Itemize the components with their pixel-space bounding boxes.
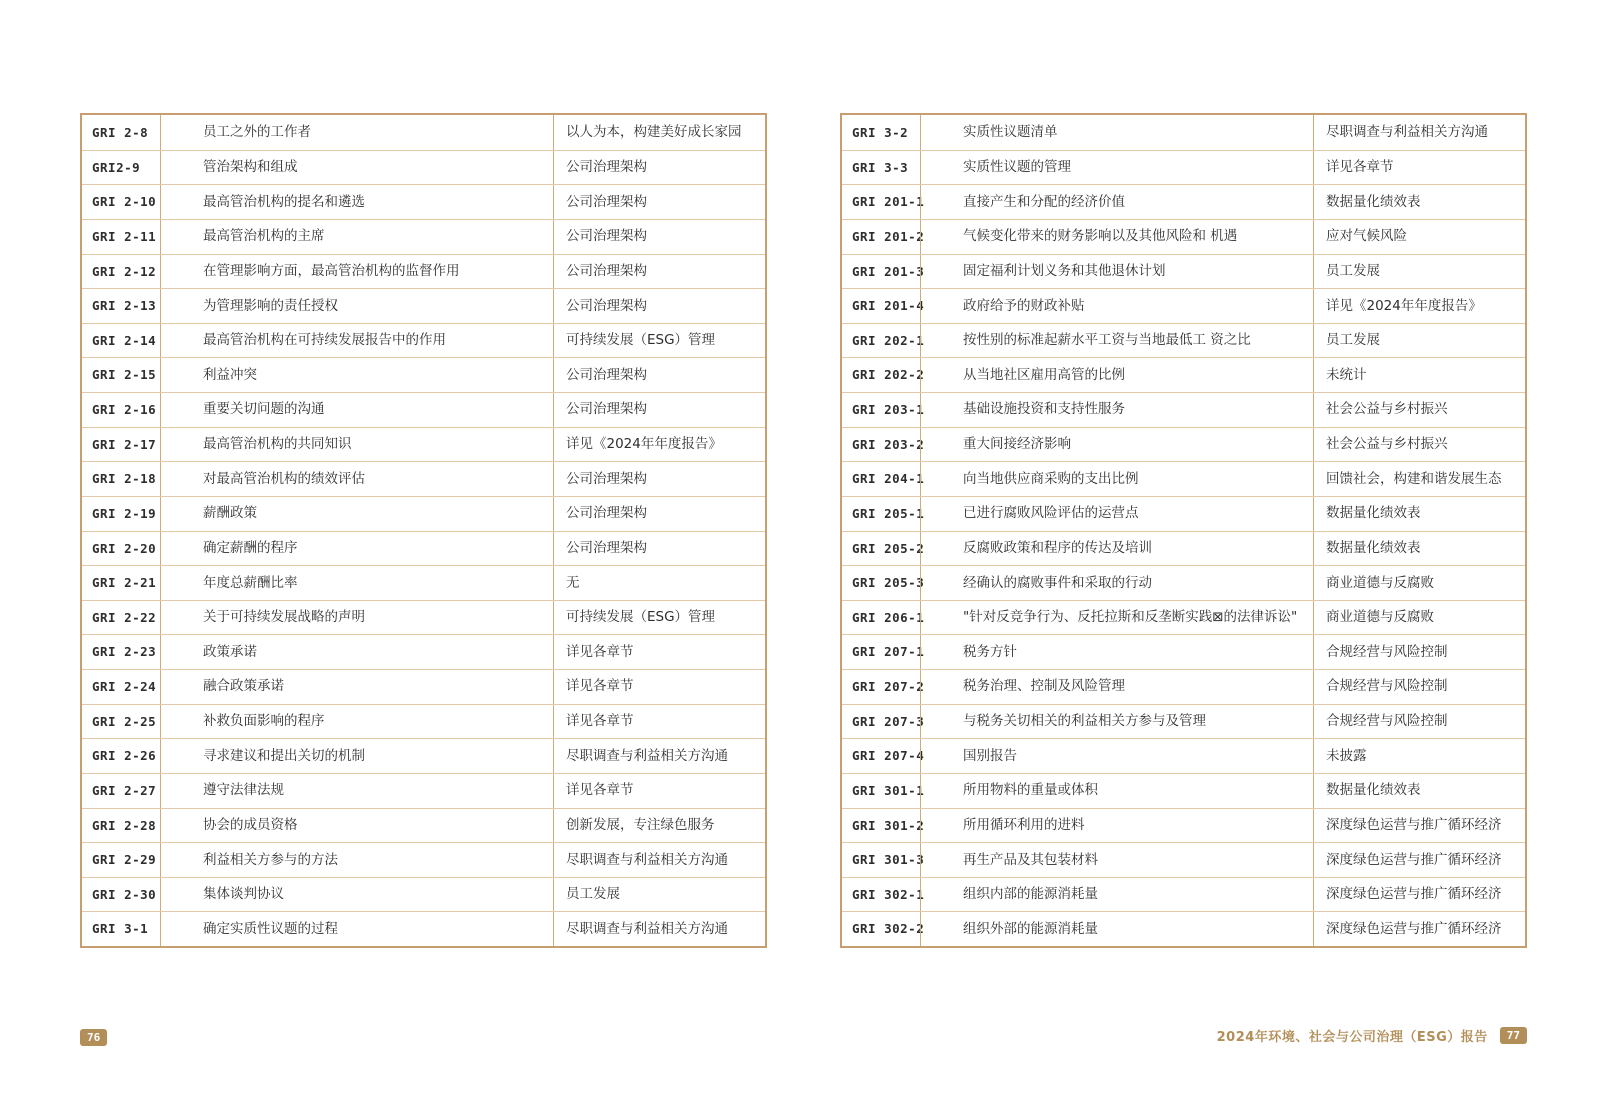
table-row bbox=[82, 357, 765, 392]
gri-topic-cell: 寻求建议和提出关切的机制 bbox=[160, 739, 553, 773]
gri-code-cell: GRI 2-21 bbox=[92, 575, 157, 591]
gri-location-cell: 社会公益与乡村振兴 bbox=[1313, 428, 1525, 462]
gri-code-cell: GRI 2-28 bbox=[92, 817, 157, 833]
gri-location-cell: 合规经营与风险控制 bbox=[1313, 635, 1525, 669]
table-row bbox=[842, 565, 1525, 600]
gri-topic-cell: 政策承诺 bbox=[160, 635, 553, 669]
gri-location-cell: 可持续发展（ESG）管理 bbox=[553, 324, 765, 358]
gri-location-cell: 以人为本，构建美好成长家园 bbox=[553, 115, 765, 150]
page-number-badge: 77 bbox=[1500, 1027, 1527, 1044]
gri-code-cell: GRI 2-19 bbox=[92, 505, 157, 521]
table-row bbox=[82, 531, 765, 566]
gri-topic-cell: 税务方针 bbox=[920, 635, 1313, 669]
gri-topic-cell: 融合政策承诺 bbox=[160, 670, 553, 704]
gri-topic-cell: 遵守法律法规 bbox=[160, 774, 553, 808]
gri-topic-cell: 为管理影响的责任授权 bbox=[160, 289, 553, 323]
footer-left bbox=[80, 1026, 107, 1046]
gri-topic-cell: 集体谈判协议 bbox=[160, 878, 553, 912]
table-row bbox=[82, 600, 765, 635]
gri-location-cell: 回馈社会，构建和谐发展生态 bbox=[1313, 462, 1525, 496]
table-row bbox=[842, 288, 1525, 323]
gri-topic-cell: 最高管治机构在可持续发展报告中的作用 bbox=[160, 324, 553, 358]
gri-code-cell: GRI 2-11 bbox=[92, 228, 157, 244]
gri-location-cell: 合规经营与风险控制 bbox=[1313, 705, 1525, 739]
table-row bbox=[82, 427, 765, 462]
gri-location-cell: 尽职调查与利益相关方沟通 bbox=[553, 843, 765, 877]
gri-topic-cell: 年度总薪酬比率 bbox=[160, 566, 553, 600]
gri-location-cell: 详见《2024年年度报告》 bbox=[553, 428, 765, 462]
table-row bbox=[842, 115, 1525, 150]
table-row bbox=[82, 392, 765, 427]
table-row bbox=[82, 808, 765, 843]
gri-code-cell: GRI 2-23 bbox=[92, 644, 157, 660]
gri-code-cell: GRI 204-1 bbox=[852, 471, 925, 487]
gri-topic-cell: 组织内部的能源消耗量 bbox=[920, 878, 1313, 912]
gri-code-cell: GRI 2-27 bbox=[92, 782, 157, 798]
gri-location-cell: 详见各章节 bbox=[1313, 151, 1525, 185]
gri-code-cell: GRI 301-3 bbox=[852, 852, 925, 868]
gri-topic-cell: 已进行腐败风险评估的运营点 bbox=[920, 497, 1313, 531]
gri-location-cell: 公司治理架构 bbox=[553, 532, 765, 566]
gri-code-cell: GRI 201-3 bbox=[852, 263, 925, 279]
table-row bbox=[82, 461, 765, 496]
gri-code-cell: GRI 3-1 bbox=[92, 921, 149, 937]
table-row bbox=[842, 323, 1525, 358]
gri-location-cell: 详见各章节 bbox=[553, 705, 765, 739]
gri-code-cell: GRI 201-4 bbox=[852, 298, 925, 314]
gri-code-cell: GRI 2-16 bbox=[92, 402, 157, 417]
table-row bbox=[842, 496, 1525, 531]
table-row bbox=[82, 911, 765, 946]
gri-location-cell: 员工发展 bbox=[1313, 255, 1525, 289]
gri-topic-cell: 固定福利计划义务和其他退休计划 bbox=[920, 255, 1313, 289]
gri-location-cell: 数据量化绩效表 bbox=[1313, 185, 1525, 219]
gri-code-cell: GRI 302-2 bbox=[852, 921, 925, 937]
gri-topic-cell: 向当地供应商采购的支出比例 bbox=[920, 462, 1313, 496]
gri-topic-cell: 从当地社区雇用高管的比例 bbox=[920, 358, 1313, 392]
table-row bbox=[842, 877, 1525, 912]
gri-location-cell: 数据量化绩效表 bbox=[1313, 774, 1525, 808]
table-row bbox=[842, 634, 1525, 669]
gri-location-cell: 详见各章节 bbox=[553, 670, 765, 704]
gri-code-cell: GRI 207-1 bbox=[852, 644, 925, 660]
gri-topic-cell: 关于可持续发展战略的声明 bbox=[160, 601, 553, 635]
gri-code-cell: GRI 2-25 bbox=[92, 713, 157, 729]
gri-location-cell: 公司治理架构 bbox=[553, 393, 765, 427]
gri-topic-cell: 对最高管治机构的绩效评估 bbox=[160, 462, 553, 496]
table-row bbox=[842, 738, 1525, 773]
gri-topic-cell: 补救负面影响的程序 bbox=[160, 705, 553, 739]
gri-topic-cell: "针对反竞争行为、反托拉斯和反垄断实践⊠的法律诉讼" bbox=[920, 601, 1313, 635]
table-row bbox=[842, 219, 1525, 254]
gri-code-cell: GRI 2-22 bbox=[92, 609, 157, 625]
gri-topic-cell: 经确认的腐败事件和采取的行动 bbox=[920, 566, 1313, 600]
gri-location-cell: 深度绿色运营与推广循环经济 bbox=[1313, 878, 1525, 912]
page-number-badge: 76 bbox=[80, 1029, 107, 1046]
table-row bbox=[82, 323, 765, 358]
gri-topic-cell: 所用循环利用的进料 bbox=[920, 809, 1313, 843]
table-row bbox=[842, 357, 1525, 392]
gri-location-cell: 应对气候风险 bbox=[1313, 220, 1525, 254]
table-row bbox=[842, 773, 1525, 808]
table-row bbox=[82, 634, 765, 669]
gri-topic-cell: 重要关切问题的沟通 bbox=[160, 393, 553, 427]
table-row bbox=[842, 150, 1525, 185]
gri-topic-cell: 实质性议题清单 bbox=[920, 115, 1313, 150]
gri-location-cell: 尽职调查与利益相关方沟通 bbox=[553, 912, 765, 946]
gri-topic-cell: 员工之外的工作者 bbox=[160, 115, 553, 150]
gri-location-cell: 合规经营与风险控制 bbox=[1313, 670, 1525, 704]
table-row bbox=[82, 115, 765, 150]
gri-topic-cell: 直接产生和分配的经济价值 bbox=[920, 185, 1313, 219]
gri-location-cell: 详见各章节 bbox=[553, 774, 765, 808]
gri-location-cell: 可持续发展（ESG）管理 bbox=[553, 601, 765, 635]
gri-topic-cell: 最高管治机构的提名和遴选 bbox=[160, 185, 553, 219]
gri-code-cell: GRI 2-26 bbox=[92, 748, 157, 764]
gri-code-cell: GRI 2-10 bbox=[92, 194, 157, 210]
table-row bbox=[82, 877, 765, 912]
gri-topic-cell: 气候变化带来的财务影响以及其他风险和 机遇 bbox=[920, 220, 1313, 254]
table-row bbox=[82, 565, 765, 600]
gri-location-cell: 公司治理架构 bbox=[553, 358, 765, 392]
gri-location-cell: 公司治理架构 bbox=[553, 185, 765, 219]
gri-location-cell: 详见各章节 bbox=[553, 635, 765, 669]
gri-topic-cell: 按性别的标准起薪水平工资与当地最低工 资之比 bbox=[920, 324, 1313, 358]
gri-topic-cell: 确定薪酬的程序 bbox=[160, 532, 553, 566]
gri-code-cell: GRI 2-30 bbox=[92, 886, 157, 902]
table-row bbox=[82, 219, 765, 254]
gri-location-cell: 未统计 bbox=[1313, 358, 1525, 392]
gri-location-cell: 数据量化绩效表 bbox=[1313, 532, 1525, 566]
gri-index-table-left bbox=[80, 113, 767, 948]
gri-code-cell: GRI 202-1 bbox=[852, 332, 925, 348]
gri-topic-cell: 薪酬政策 bbox=[160, 497, 553, 531]
table-row bbox=[842, 254, 1525, 289]
gri-location-cell: 商业道德与反腐败 bbox=[1313, 566, 1525, 600]
gri-topic-cell: 组织外部的能源消耗量 bbox=[920, 912, 1313, 946]
table-row bbox=[842, 392, 1525, 427]
gri-topic-cell: 基础设施投资和支持性服务 bbox=[920, 393, 1313, 427]
gri-topic-cell: 在管理影响方面，最高管治机构的监督作用 bbox=[160, 255, 553, 289]
table-row bbox=[82, 738, 765, 773]
gri-location-cell: 深度绿色运营与推广循环经济 bbox=[1313, 912, 1525, 946]
table-row bbox=[842, 461, 1525, 496]
table-row bbox=[82, 704, 765, 739]
gri-code-cell: GRI 2-29 bbox=[92, 852, 157, 868]
table-row bbox=[842, 669, 1525, 704]
table-row bbox=[842, 808, 1525, 843]
gri-topic-cell: 反腐败政策和程序的传达及培训 bbox=[920, 532, 1313, 566]
gri-topic-cell: 重大间接经济影响 bbox=[920, 428, 1313, 462]
gri-code-cell: GRI 302-1 bbox=[852, 886, 925, 902]
gri-code-cell: GRI 203-2 bbox=[852, 436, 925, 452]
gri-location-cell: 尽职调查与利益相关方沟通 bbox=[1313, 115, 1525, 150]
gri-topic-cell: 最高管治机构的主席 bbox=[160, 220, 553, 254]
gri-code-cell: GRI 207-4 bbox=[852, 748, 925, 764]
gri-topic-cell: 所用物料的重量或体积 bbox=[920, 774, 1313, 808]
gri-location-cell: 详见《2024年年度报告》 bbox=[1313, 289, 1525, 323]
table-row bbox=[842, 842, 1525, 877]
gri-location-cell: 数据量化绩效表 bbox=[1313, 497, 1525, 531]
table-row bbox=[82, 184, 765, 219]
gri-code-cell: GRI 205-1 bbox=[852, 505, 925, 521]
table-row bbox=[82, 496, 765, 531]
gri-topic-cell: 实质性议题的管理 bbox=[920, 151, 1313, 185]
report-title: 2024年环境、社会与公司治理（ESG）报告 bbox=[1216, 1030, 1488, 1045]
gri-location-cell: 员工发展 bbox=[553, 878, 765, 912]
gri-code-cell: GRI 2-20 bbox=[92, 540, 157, 556]
gri-code-cell: GRI 2-17 bbox=[92, 436, 157, 452]
table-row bbox=[82, 842, 765, 877]
gri-code-cell: GRI 206-1 bbox=[852, 609, 925, 625]
table-row bbox=[82, 773, 765, 808]
gri-index-table-right bbox=[840, 113, 1527, 948]
gri-location-cell: 未披露 bbox=[1313, 739, 1525, 773]
gri-code-cell: GRI 2-8 bbox=[92, 124, 149, 140]
gri-code-cell: GRI 201-2 bbox=[852, 228, 925, 244]
gri-code-cell: GRI 207-3 bbox=[852, 713, 925, 729]
gri-code-cell: GRI 203-1 bbox=[852, 402, 925, 417]
footer-right bbox=[1217, 1026, 1527, 1045]
gri-location-cell: 社会公益与乡村振兴 bbox=[1313, 393, 1525, 427]
gri-topic-cell: 政府给予的财政补贴 bbox=[920, 289, 1313, 323]
gri-code-cell: GRI 2-13 bbox=[92, 298, 157, 314]
gri-topic-cell: 税务治理、控制及风险管理 bbox=[920, 670, 1313, 704]
gri-location-cell: 员工发展 bbox=[1313, 324, 1525, 358]
gri-location-cell: 公司治理架构 bbox=[553, 289, 765, 323]
gri-topic-cell: 利益冲突 bbox=[160, 358, 553, 392]
table-row bbox=[842, 427, 1525, 462]
gri-code-cell: GRI2-9 bbox=[92, 159, 141, 175]
table-row bbox=[842, 704, 1525, 739]
gri-topic-cell: 确定实质性议题的过程 bbox=[160, 912, 553, 946]
gri-code-cell: GRI 207-2 bbox=[852, 679, 925, 694]
gri-topic-cell: 协会的成员资格 bbox=[160, 809, 553, 843]
gri-location-cell: 公司治理架构 bbox=[553, 497, 765, 531]
gri-code-cell: GRI 301-2 bbox=[852, 817, 925, 833]
gri-location-cell: 公司治理架构 bbox=[553, 255, 765, 289]
gri-code-cell: GRI 205-2 bbox=[852, 540, 925, 556]
table-row bbox=[82, 150, 765, 185]
gri-code-cell: GRI 201-1 bbox=[852, 194, 925, 210]
gri-location-cell: 公司治理架构 bbox=[553, 220, 765, 254]
gri-location-cell: 无 bbox=[553, 566, 765, 600]
gri-location-cell: 创新发展，专注绿色服务 bbox=[553, 809, 765, 843]
gri-topic-cell: 与税务关切相关的利益相关方参与及管理 bbox=[920, 705, 1313, 739]
table-row bbox=[842, 184, 1525, 219]
gri-code-cell: GRI 2-12 bbox=[92, 263, 157, 279]
gri-topic-cell: 再生产品及其包装材料 bbox=[920, 843, 1313, 877]
gri-location-cell: 深度绿色运营与推广循环经济 bbox=[1313, 843, 1525, 877]
gri-code-cell: GRI 301-1 bbox=[852, 782, 925, 798]
gri-code-cell: GRI 2-15 bbox=[92, 367, 157, 383]
table-row bbox=[82, 254, 765, 289]
gri-code-cell: GRI 3-2 bbox=[852, 124, 909, 140]
gri-code-cell: GRI 2-24 bbox=[92, 679, 157, 694]
table-row bbox=[842, 531, 1525, 566]
gri-location-cell: 公司治理架构 bbox=[553, 151, 765, 185]
gri-code-cell: GRI 205-3 bbox=[852, 575, 925, 591]
gri-code-cell: GRI 202-2 bbox=[852, 367, 925, 383]
gri-code-cell: GRI 2-18 bbox=[92, 471, 157, 487]
gri-location-cell: 商业道德与反腐败 bbox=[1313, 601, 1525, 635]
gri-location-cell: 深度绿色运营与推广循环经济 bbox=[1313, 809, 1525, 843]
table-row bbox=[842, 600, 1525, 635]
gri-code-cell: GRI 2-14 bbox=[92, 332, 157, 348]
gri-code-cell: GRI 3-3 bbox=[852, 159, 909, 175]
gri-topic-cell: 国别报告 bbox=[920, 739, 1313, 773]
gri-topic-cell: 管治架构和组成 bbox=[160, 151, 553, 185]
table-row bbox=[82, 288, 765, 323]
gri-topic-cell: 最高管治机构的共同知识 bbox=[160, 428, 553, 462]
gri-topic-cell: 利益相关方参与的方法 bbox=[160, 843, 553, 877]
table-row bbox=[842, 911, 1525, 946]
gri-location-cell: 尽职调查与利益相关方沟通 bbox=[553, 739, 765, 773]
gri-location-cell: 公司治理架构 bbox=[553, 462, 765, 496]
table-row bbox=[82, 669, 765, 704]
